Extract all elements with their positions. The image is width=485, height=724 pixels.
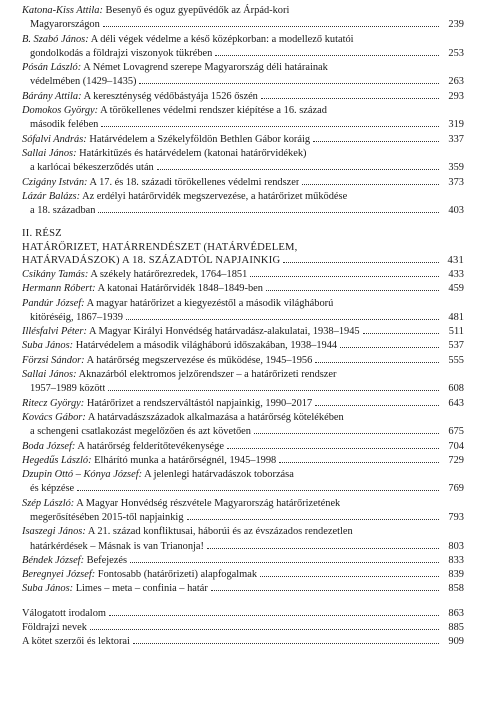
toc-entry-text <box>22 440 224 454</box>
toc-entry-author: Isaszegi János: <box>22 526 86 538</box>
toc-entry-author: Sófalvi András: <box>22 133 87 145</box>
toc-entry-line <box>22 75 464 89</box>
toc-entry-text <box>22 282 263 296</box>
toc-entry-author: Czigány István: <box>22 176 88 188</box>
toc-entry <box>22 297 464 326</box>
toc-entry-title: és képzése <box>30 483 75 495</box>
toc-entry <box>22 368 464 397</box>
toc-entry-line <box>22 161 464 175</box>
toc-entry-title: A magyar határőrizet a kiegyezéstől a második világháború <box>86 297 334 309</box>
dot-leader <box>260 575 439 577</box>
toc-entry-line <box>22 382 464 396</box>
toc-entry-line <box>22 190 464 204</box>
dot-leader <box>139 82 439 84</box>
toc-entry <box>22 582 464 596</box>
back-matter-title: A kötet szerzői és lektorai <box>22 636 130 648</box>
dot-leader <box>250 275 439 277</box>
page-number: 608 <box>448 383 464 395</box>
page-number: 319 <box>448 119 464 131</box>
page-number: 239 <box>448 19 464 31</box>
toc-entry-line <box>22 468 464 482</box>
toc-part-1-entries <box>22 4 464 218</box>
toc-entry-title: kitöréséig, 1867–1939 <box>30 311 123 323</box>
toc-entry <box>22 176 464 190</box>
toc-entry-text <box>22 454 276 468</box>
toc-entry <box>22 268 464 282</box>
toc-entry-text <box>22 190 347 204</box>
toc-entry-line <box>22 568 464 582</box>
toc-entry-line <box>22 554 464 568</box>
toc-entry-text <box>22 4 289 18</box>
dot-leader <box>279 461 439 463</box>
toc-entry-text <box>30 511 184 525</box>
toc-entry-text <box>22 133 310 147</box>
toc-entry-line <box>22 397 464 411</box>
toc-entry-title: Besenyő és oguz gyepűvédők az Árpád-kori <box>105 5 290 16</box>
back-matter-title: Földrajzi nevek <box>22 622 87 634</box>
toc-entry-title: A jelenlegi határvadászok toborzása <box>144 469 294 481</box>
toc-entry <box>22 497 464 526</box>
dot-leader <box>261 97 439 99</box>
toc-entry-author: Katona-Kiss Attila: <box>22 5 103 16</box>
toc-entry-text <box>22 268 247 282</box>
toc-entry-title: megerősítésében 2015-től napjainkig <box>30 512 184 523</box>
toc-entry-title: A székely határőrezredek, 1764–1851 <box>90 268 248 280</box>
toc-entry-title: határkérdések – Másnak is van Trianonja! <box>30 540 205 552</box>
toc-entry-author: Illésfalvi Péter: <box>22 326 87 338</box>
toc-entry-author: Pósán László: <box>22 62 82 74</box>
toc-entry <box>22 282 464 296</box>
toc-entry <box>22 90 464 104</box>
toc-entry-text <box>22 568 257 582</box>
toc-entry-text <box>22 397 312 411</box>
toc-entry-text <box>30 540 204 554</box>
toc-entry-text <box>22 104 327 118</box>
page-number: 803 <box>448 540 464 552</box>
toc-entry-title: Határőrizet a rendszerváltástól napjainkig, 1990–2017 <box>86 397 313 409</box>
toc-entry-line <box>22 18 464 32</box>
part-2-title-text: HATÁRVADÁSZOK) A 18. SZÁZADTÓL NAPJAINKIG <box>22 255 281 267</box>
toc-entry-text <box>22 497 340 511</box>
toc-entry-author: Lázár Balázs: <box>22 190 81 202</box>
toc-entry-text <box>22 411 344 425</box>
toc-entry-text <box>30 311 123 325</box>
toc-entry-author: Domokos György: <box>22 105 99 117</box>
toc-entry-title: a schengeni csatlakozást megelőzően és azt követően <box>30 426 251 438</box>
toc-entry-line <box>22 368 464 382</box>
page-number: 909 <box>448 636 464 648</box>
toc-entry-text <box>30 47 212 61</box>
toc-entry-author: Suba János: <box>22 340 74 352</box>
toc-entry-title: Határkitűzés és határvédelem (katonai határőrvidékek) <box>79 147 307 159</box>
toc-entry-line <box>22 282 464 296</box>
toc-entry <box>22 440 464 454</box>
toc-entry-title: Az erdélyi határőrvidék megszervezése, a határőrizet működése <box>82 190 348 202</box>
toc-entry-text <box>22 582 208 596</box>
toc-entry-title: A 17. és 18. századi törökellenes védelmi rendszer <box>89 176 300 188</box>
dot-leader <box>108 389 439 391</box>
toc-entry-line <box>22 176 464 190</box>
toc-entry-title: A Magyar Honvédség részvétele Magyarország határőrizetének <box>76 497 341 509</box>
toc-entry-title: Magyarországon <box>30 19 100 31</box>
part-2-title <box>22 241 464 268</box>
toc-entry-line <box>22 525 464 539</box>
toc-entry <box>22 525 464 554</box>
toc-entry-text <box>22 90 258 104</box>
toc-entry-title: A déli végek védelme a késő középkorban: a modellező kutatói <box>90 33 354 45</box>
back-matter-entry <box>22 635 464 649</box>
dot-leader <box>363 332 439 334</box>
page-number: 839 <box>448 569 464 581</box>
page-number: 863 <box>448 607 464 619</box>
toc-entry-title: A határőrség felderítőtevékenysége <box>77 440 224 452</box>
toc-entry-author: Csikány Tamás: <box>22 268 89 280</box>
dot-leader <box>126 318 439 320</box>
toc-entry-title: második felében <box>30 119 99 131</box>
toc-entry <box>22 454 464 468</box>
toc-entry-text <box>30 18 100 32</box>
toc-entry-author: Ritecz György: <box>22 397 85 409</box>
toc-entry <box>22 468 464 497</box>
toc-entry-title: A 21. század konfliktusai, háborúi és az évszázados rendezetlen <box>87 526 353 538</box>
toc-entry-line <box>22 204 464 218</box>
toc-entry-author: Bárány Attila: <box>22 90 82 102</box>
dot-leader <box>313 140 439 142</box>
back-matter-entry <box>22 607 464 621</box>
page-number: 433 <box>448 268 464 280</box>
toc-entry-author: Dzupin Ottó – Kónya József: <box>22 469 143 481</box>
toc-entry-line <box>22 511 464 525</box>
toc-entry <box>22 61 464 90</box>
page-number: 555 <box>448 354 464 366</box>
dot-leader <box>215 54 439 56</box>
toc-entry-title: A törökellenes védelmi rendszer kiépítése a 16. század <box>100 105 327 117</box>
toc-entry-author: Sallai János: <box>22 147 77 159</box>
page-number: 833 <box>448 554 464 566</box>
toc-entry-text <box>30 118 98 132</box>
toc-entry <box>22 147 464 176</box>
toc-entry <box>22 554 464 568</box>
page-number: 858 <box>448 583 464 595</box>
toc-entry-line <box>22 47 464 61</box>
toc-entry-author: Hermann Róbert: <box>22 283 96 295</box>
page-number: 481 <box>448 311 464 323</box>
dot-leader <box>90 628 439 630</box>
toc-entry-title: A határvadászszázadok alkalmazása a határőrség kötelékében <box>87 411 344 423</box>
toc-entry-line <box>22 497 464 511</box>
toc-back-matter <box>22 607 464 650</box>
page-number: 511 <box>448 326 464 338</box>
dot-leader <box>130 561 439 563</box>
toc-entry-text <box>22 325 360 339</box>
toc-entry-text <box>22 61 328 75</box>
toc-entry-title: gondolkodás a földrajzi viszonyok tükrében <box>30 47 213 59</box>
toc-entry-title: védelmében (1429–1435) <box>30 76 137 88</box>
page-number: 359 <box>448 162 464 174</box>
toc-entry <box>22 325 464 339</box>
page-number: 729 <box>448 454 464 466</box>
toc-entry-text <box>30 161 154 175</box>
toc-entry <box>22 33 464 62</box>
toc-entry <box>22 568 464 582</box>
toc-entry-title: Aknazárból elektromos jelzőrendszer – a határőrizeti rendszer <box>78 369 337 381</box>
dot-leader <box>98 211 439 213</box>
page-number: 293 <box>448 90 464 102</box>
toc-entry-line <box>22 133 464 147</box>
toc-entry-text <box>22 176 299 190</box>
toc-entry-title: a 18. században <box>30 205 96 217</box>
dot-leader <box>211 589 439 591</box>
toc-entry-title: A határőrség megszervezése és működése, 1945–1956 <box>86 354 313 366</box>
toc-entry-title: a karlócai békeszerződés után <box>30 162 154 174</box>
toc-entry-text <box>30 425 251 439</box>
toc-entry-author: Szép László: <box>22 497 75 509</box>
toc-entry-title: Határvédelem a Székelyföldön Bethlen Gábor koráig <box>89 133 311 145</box>
dot-leader <box>207 547 439 549</box>
back-matter-title: Válogatott irodalom <box>22 607 106 619</box>
page-number: 431 <box>447 255 464 267</box>
dot-leader <box>77 489 439 491</box>
toc-entry-line <box>22 147 464 161</box>
toc-entry <box>22 4 464 33</box>
dot-leader <box>315 404 439 406</box>
toc-entry-line <box>22 425 464 439</box>
toc-entry-title: Elhárító munka a határőrségnél, 1945–1998 <box>94 454 277 466</box>
back-matter-entry <box>22 621 464 635</box>
toc-entry-author: Kovács Gábor: <box>22 411 86 423</box>
toc-entry-title: 1957–1989 között <box>30 383 106 395</box>
toc-entry <box>22 354 464 368</box>
toc-entry-author: Beregnyei József: <box>22 569 96 581</box>
page-number: 263 <box>448 76 464 88</box>
part-2-title-line <box>22 241 464 255</box>
dot-leader <box>187 518 439 520</box>
toc-entry <box>22 339 464 353</box>
dot-leader <box>157 168 439 170</box>
toc-entry-text <box>22 368 337 382</box>
toc-entry <box>22 397 464 411</box>
toc-entry-line <box>22 61 464 75</box>
page-number: 675 <box>448 426 464 438</box>
toc-entry <box>22 104 464 133</box>
toc-entry-author: Förzsi Sándor: <box>22 354 85 366</box>
dot-leader <box>283 261 439 263</box>
toc-entry <box>22 133 464 147</box>
toc-entry-text <box>30 204 95 218</box>
table-of-contents <box>22 4 464 650</box>
toc-entry-line <box>22 4 464 18</box>
part-2-title-line <box>22 254 464 268</box>
toc-entry-line <box>22 440 464 454</box>
page-number: 253 <box>448 47 464 59</box>
toc-entry-text <box>22 525 353 539</box>
toc-entry-author: Pandúr József: <box>22 297 85 309</box>
dot-leader <box>315 361 439 363</box>
dot-leader <box>340 346 439 348</box>
dot-leader <box>101 125 439 127</box>
toc-entry-title: Fontosabb (határőrizeti) alapfogalmak <box>97 569 258 581</box>
toc-entry <box>22 411 464 440</box>
toc-entry <box>22 190 464 219</box>
toc-entry-title: Befejezés <box>86 554 128 566</box>
toc-entry-line <box>22 268 464 282</box>
toc-entry-author: Hegedűs László: <box>22 454 92 466</box>
toc-entry-text <box>30 75 136 89</box>
page-number: 337 <box>448 133 464 145</box>
toc-entry-text <box>22 33 354 47</box>
toc-entry-line <box>22 411 464 425</box>
dot-leader <box>109 614 439 616</box>
toc-entry-author: Béndek József: <box>22 554 85 566</box>
dot-leader <box>254 432 439 434</box>
dot-leader <box>103 25 439 27</box>
dot-leader <box>302 183 439 185</box>
toc-entry-line <box>22 482 464 496</box>
toc-entry-title: A Német Lovagrend szerepe Magyarország déli határainak <box>83 62 328 74</box>
toc-entry-author: Boda József: <box>22 440 76 452</box>
toc-entry-title: A kereszténység védőbástyája 1526 őszén <box>83 90 258 102</box>
toc-entry-author: Suba János: <box>22 583 74 595</box>
toc-entry-line <box>22 311 464 325</box>
toc-entry-text <box>22 297 333 311</box>
toc-entry-text <box>30 382 105 396</box>
toc-entry-line <box>22 118 464 132</box>
toc-entry-line <box>22 339 464 353</box>
toc-part-2-entries <box>22 268 464 597</box>
toc-entry-line <box>22 540 464 554</box>
toc-entry-line <box>22 454 464 468</box>
page-number: 459 <box>448 283 464 295</box>
page-number: 885 <box>448 622 464 634</box>
toc-entry-text <box>22 354 312 368</box>
page-number: 373 <box>448 176 464 188</box>
page-number: 403 <box>448 205 464 217</box>
toc-entry-line <box>22 582 464 596</box>
page-number: 537 <box>448 340 464 352</box>
toc-entry-text <box>22 554 127 568</box>
page-number: 769 <box>448 483 464 495</box>
toc-entry-text <box>22 339 337 353</box>
toc-entry-title: Limes – meta – confinia – határ <box>75 583 208 595</box>
toc-entry-author: B. Szabó János: <box>22 33 89 45</box>
toc-entry-text <box>22 147 307 161</box>
part-2-title-text: HATÁRŐRIZET, HATÁRRENDÉSZET (HATÁRVÉDELEM, <box>22 241 298 253</box>
toc-entry-line <box>22 297 464 311</box>
dot-leader <box>133 642 439 644</box>
dot-leader <box>227 447 439 449</box>
toc-entry-line <box>22 104 464 118</box>
toc-entry-text <box>22 468 294 482</box>
toc-entry-title: A Magyar Királyi Honvédség határvadász-alakulatai, 1938–1945 <box>88 326 360 338</box>
toc-entry-line <box>22 325 464 339</box>
toc-entry-title: A katonai Határőrvidék 1848–1849-ben <box>97 283 263 295</box>
page-number: 793 <box>448 512 464 523</box>
part-2-label: II. RÉSZ <box>22 228 62 240</box>
toc-entry-line <box>22 90 464 104</box>
toc-entry-author: Sallai János: <box>22 369 77 381</box>
toc-entry-text <box>30 482 74 496</box>
toc-entry-line <box>22 354 464 368</box>
dot-leader <box>266 289 439 291</box>
page-number: 704 <box>448 440 464 452</box>
toc-entry-title: Határvédelem a második világháború időszakában, 1938–1944 <box>75 340 338 352</box>
toc-entry-line <box>22 33 464 47</box>
page-number: 643 <box>448 397 464 409</box>
